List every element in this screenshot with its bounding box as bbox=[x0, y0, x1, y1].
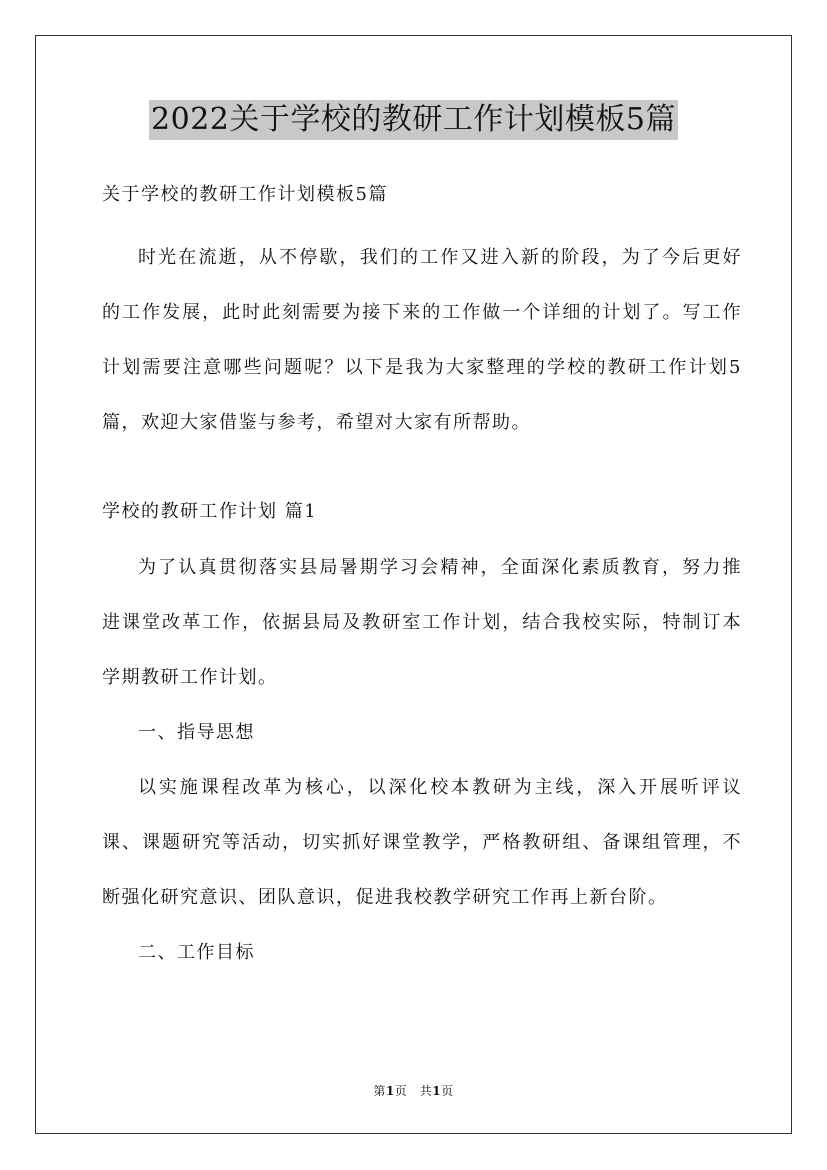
document-body bbox=[102, 176, 742, 980]
guiding-ideology-paragraph: 以实施课程改革为核心，以深化校本教研为主线，深入开展听评议课、课题研究等活动，切实抓好课堂教学，严格教研组、备课组管理，不断强化研究意识、团队意识，促进我校教学研究工作再上新台阶。 bbox=[102, 777, 742, 908]
footer-page-total: 1 bbox=[432, 1084, 442, 1098]
section-paragraph: 为了认真贯彻落实县局暑期学习会精神，全面深化素质教育，努力推进课堂改革工作，依据县局及教研室工作计划，结合我校实际，特制订本学期教研工作计划。 bbox=[102, 557, 742, 688]
footer-suffix: 页 bbox=[441, 1084, 454, 1098]
page-footer bbox=[0, 1082, 827, 1099]
heading-guiding-ideology: 一、指导思想 bbox=[138, 722, 255, 743]
intro-paragraph: 时光在流逝，从不停歇，我们的工作又进入新的阶段，为了今后更好的工作发展，此时此刻需要为接下来的工作做一个详细的计划了。写工作计划需要注意哪些问题呢？以下是我为大家整理的学校的教研工作计划5篇，欢迎大家借鉴与参考，希望对大家有所帮助。 bbox=[102, 247, 742, 433]
heading-work-goals: 二、工作目标 bbox=[138, 942, 255, 963]
footer-mid: 页 共 bbox=[394, 1084, 433, 1098]
document-subtitle: 关于学校的教研工作计划模板5篇 bbox=[102, 184, 388, 205]
footer-page-number: 1 bbox=[385, 1084, 395, 1098]
footer-prefix: 第 bbox=[373, 1084, 386, 1098]
title-block bbox=[0, 100, 827, 140]
section-title: 学校的教研工作计划 篇1 bbox=[102, 501, 318, 522]
document-title: 2022关于学校的教研工作计划模板5篇 bbox=[149, 100, 678, 140]
